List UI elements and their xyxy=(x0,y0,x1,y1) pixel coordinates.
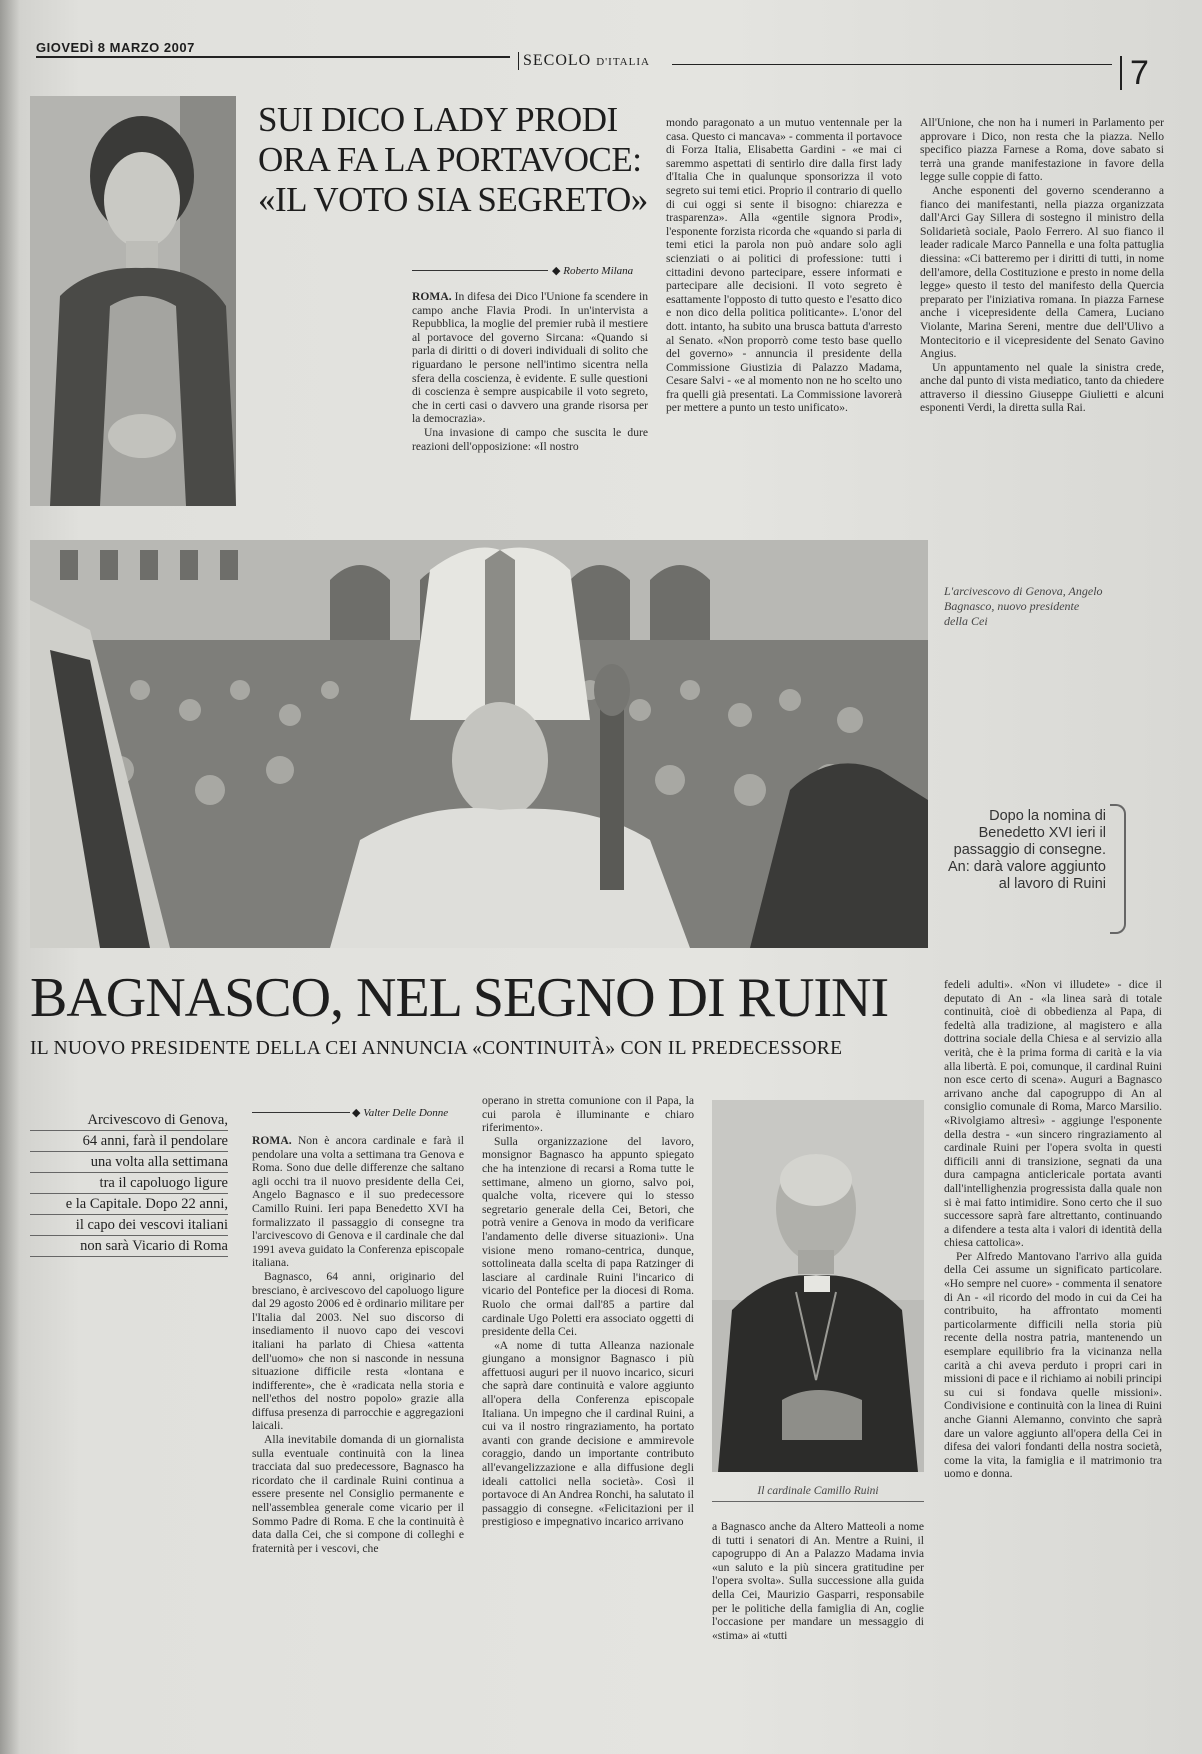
article2-byline-rule xyxy=(252,1112,350,1113)
kicker-line: Arcivescovo di Genova, xyxy=(30,1110,228,1131)
newspaper-name-suffix: D'ITALIA xyxy=(596,56,650,68)
article1-column-1 xyxy=(412,290,648,453)
article1-headline: SUI DICO LADY PRODI ORA FA LA PORTAVOCE: «IL VOTO SIA SEGRETO» xyxy=(258,100,648,219)
article1-col1-text: In difesa dei Dico l'Unione fa scendere in campo anche Flavia Prodi. In un'intervista a Repubblica, la moglie del premier rubà il mestiere al portavoce del governo Sircana: «Quando si parla di diritti o di doveri individuali di solito che riguardano le persone nell'intimo sicentra nella sfera della coscienza, è evidente. E sulle questioni di coscienza è sempre auspicabile il voto segreto, che in certi casi o davvero una grande risorsa per la democrazia». xyxy=(412,290,648,426)
bagnasco-photo xyxy=(30,540,928,948)
article2-col1-text: Non è ancora cardinale e farà il pendolare una volta a settimana tra Genova e Roma. Sono due delle differenze che saltano agli occhi tra il nuovo presidente della Cei, Angelo Bagnasco e il suo predecessore Camillo Ruini. Ieri papa Benedetto XVI ha formalizzato il passaggio di consegne tra l'arcivescovo di Genova e il cardinale che dal 1991 aveva guidato la Conferenza episcopale italiana. xyxy=(252,1134,464,1270)
kicker-line: una volta alla settimana xyxy=(30,1152,228,1173)
newspaper-name-main: SECOLO xyxy=(523,52,592,69)
kicker-line: il capo dei vescovi italiani xyxy=(30,1215,228,1236)
kicker-line: tra il capoluogo ligure xyxy=(30,1173,228,1194)
ruini-photo xyxy=(712,1100,924,1472)
article2-kicker xyxy=(30,1110,228,1257)
article2-paragraph: a Bagnasco anche da Altero Matteoli a nome di tutti i senatori di An. Mentre a Ruini, il capogruppo di An a Palazzo Madama invia «un saluto e la più sincera gratitudine per l'opera svolta». Sulla successione alla guida della Cei, Maurizio Gasparri, responsabile per le politiche della famiglia di An, coglie l'occasione per mandare un messaggio di «stima» ai «tutti xyxy=(712,1520,924,1642)
article2-author: Valter Delle Donne xyxy=(363,1107,449,1119)
masthead-rule-right xyxy=(672,64,1112,65)
ruini-photo-caption: Il cardinale Camillo Ruini xyxy=(712,1484,924,1502)
article1-byline-rule xyxy=(412,270,548,271)
crowd-illustration xyxy=(30,540,928,948)
article1-paragraph: Un appuntamento nel quale la sinistra crede, anche dal punto di vista mediatico, tanto da chiedere attraverso il diessino Giuseppe Giulietti e alcuni esponenti Verdi, la diretta sulla Rai. xyxy=(920,360,1164,415)
pull-quote-bracket xyxy=(1110,804,1126,934)
dateline: ROMA. xyxy=(412,290,452,303)
article2-byline: ◆ Valter Delle Donne xyxy=(352,1107,449,1119)
article2-paragraph: Bagnasco, 64 anni, originario del bresciano, è arcivescovo del capoluogo ligure dal 29 agosto 2006 ed è ordinario militare per l'Italia dal 2003. Nel suo discorso di insediamento il nuovo capo dei vescovi italiani ha parlato di Chiesa «attenta dell'uomo» che non si nasconde in nessuna situazione difficile resta «lontana e indifferente», che è «radicata nella storia e nell'ethos del nostro popolo» grazie alla diffusa presenza di parrocchie e aggregazioni laicali. xyxy=(252,1269,464,1433)
kicker-line: 64 anni, farà il pendolare xyxy=(30,1131,228,1152)
article1-paragraph: mondo paragonato a un mutuo ventennale per la casa. Questo ci mancava» - commenta il portavoce di Forza Italia, Elisabetta Gardini - «e mai ci saremmo aspettati di sentirlo dire dalla first lady d'Italia Che in qualunque sponsorizza il voto segreto sui temi etici. Proprio il contrario di quello di cui oggi si sente il bisogno: chiarezza e trasparenza». Alla «gentile signora Prodi», l'esponente forzista ricorda che «quando si parla di temi etici la parola non può andare solo agli scienziati o ai politici di professione: tutti i cittadini devono partecipare, essere informati e partecipare alle decisioni. Il voto segreto è esattamente l'opposto di tutto questo e l'esatto dico e non dico della politica politicante». L'onor del dott. intanto, ha subito una brusca battuta d'arresto al Senato. «Non proporrò come testo base quello del governo» - annuncia il presidente della Commissione Giustizia di Palazzo Madama, Cesare Salvi - «e al momento non ne ho scelto uno fra quelli già presentati. La Commissione lavorerà per mettere a punto un testo unificato». xyxy=(666,116,902,415)
article2-column-4 xyxy=(944,978,1162,1481)
flavia-prodi-photo xyxy=(30,96,236,506)
article2-paragraph: operano in stretta comunione con il Papa, la cui parola è illuminante e chiaro riferimento». xyxy=(482,1094,694,1135)
article2-paragraph: Per Alfredo Mantovano l'arrivo alla guida della Cei assume un significato particolare. «Ho sempre nel cuore» - commenta il senatore di An - «il ricordo del modo in cui da Cei ha contribuito, ha affrontato momenti particolarmente difficili nella storia più recente della nostra patria, mantenendo un esemplare equilibrio fra la vicinanza nella carità a chi aveva perduto i propri cari in missioni di pace e il richiamo ai nobili principi su cui si fondava quelle missioni». Condivisione e continuità con la linea di Ruini anche Gianni Alemanno, convinto che saprà dare un valore aggiunto all'opera della Cei in difesa dei valori fondanti della nostra società, come la vita, la famiglia e il matrimonio tra uomo e donna. xyxy=(944,1249,1162,1481)
newspaper-name xyxy=(518,52,650,70)
article1-column-3 xyxy=(920,116,1164,415)
dateline: ROMA. xyxy=(252,1134,292,1147)
page-number: 7 xyxy=(1120,56,1149,90)
article2-column-1 xyxy=(252,1134,464,1555)
article1-author: Roberto Milana xyxy=(563,265,634,277)
kicker-line: non sarà Vicario di Roma xyxy=(30,1236,228,1257)
article2-paragraph: «A nome di tutta Alleanza nazionale giungano a monsignor Bagnasco i più affettuosi auguri per il nuovo incarico, sicuri che saprà dare continuità e valore aggiunto all'opera della Conferenza episcopale Italiana. Un impegno che il cardinal Ruini, a cui va il nostro ringraziamento, ha portato avanti con grande decisione e ammirevole coraggio, dando un importante contributo all'evangelizzazione e alla diffusione degli ideali cattolici nella società». Così il portavoce di An Andrea Ronchi, ha salutato il passaggio di consegne. «Felicitazioni per il prestigioso e impegnativo incarico arrivano xyxy=(482,1338,694,1529)
article1-column-2 xyxy=(666,116,902,415)
bagnasco-photo-caption: L'arcivescovo di Genova, Angelo Bagnasco, nuovo presidente della Cei xyxy=(944,584,1103,628)
article1-paragraph: Una invasione di campo che suscita le dure reazioni dell'opposizione: «Il nostro xyxy=(412,425,648,453)
article2-paragraph: fedeli adulti». «Non vi illudete» - dice il deputato di An - «la linea sarà di totale continuità, cioè di obbedienza al Papa, di fedeltà alla tradizione, al magistero e alla dottrina sociale della Chiesa e al servizio alla verità, che è la prima forma di carità e la via alla libertà. E poi, comunque, il cardinal Ruini non esce certo di scena». Auguri a Bagnasco arrivano anche dal capogruppo di An al consiglio comunale di Roma, Marco Marsilio. «Rivolgiamo altresì» - aggiunge l'esponente della destra - «un sincero ringraziamento al cardinale Ruini per l'opera svolta in questi difficili anni di transizione, segnati da una dura campagna anticlericale portata avanti dall'intellighenzia progressista dalla quale non si è mai fatto intimidire. Sono certo che il suo successore saprà fare altrettanto, continuando a difendere a testa alta i valori di identità della chiesa cattolica». xyxy=(944,978,1162,1250)
article2-subheadline: IL NUOVO PRESIDENTE DELLA CEI ANNUNCIA «CONTINUITÀ» CON IL PREDECESSORE xyxy=(30,1038,843,1059)
article2-headline: BAGNASCO, NEL SEGNO DI RUINI xyxy=(30,967,889,1029)
ruini-portrait-illustration xyxy=(712,1100,924,1472)
issue-date: GIOVEDÌ 8 MARZO 2007 xyxy=(36,40,195,55)
portrait-illustration xyxy=(30,96,236,506)
kicker-line: e la Capitale. Dopo 22 anni, xyxy=(30,1194,228,1215)
article1-paragraph xyxy=(412,290,648,426)
masthead-rule-left xyxy=(36,56,510,58)
article2-paragraph: Sulla organizzazione del lavoro, monsignor Bagnasco ha appunto spiegato che ha intenzione di recarsi a Roma tutte le settimane, almeno un giorno, salvo poi, qualche volta, ricevere qui lo stesso segretario generale della Cei, Betori, che potrà venire a Genova in modo da verificare l'andamento delle diverse situazioni». Una visione meno romano-centrica, dunque, sottolineata dalla scelta di papa Ratzinger di lasciare al cardinale Ruini l'incarico di vicario del Pontefice per la diocesi di Roma. Ruolo che ormai dall'85 a partire dal cardinale Ugo Poletti era associato oggetti di presidente della Cei. xyxy=(482,1134,694,1339)
article2-paragraph xyxy=(252,1134,464,1270)
article2-paragraph: Alla inevitabile domanda di un giornalista sulla eventuale continuità con la linea tracciata dal suo predecessore, Bagnasco ha ricordato che il cardinale Ruini continua a essere presente nel Consiglio permanente e nell'assemblea generale come vicario per il Sommo Padre di Roma. E che la continuità è data dalla Cei, che si compone di colleghi e fraternità per i vescovi, che xyxy=(252,1433,464,1555)
article2-column-2 xyxy=(482,1094,694,1529)
article1-byline: ◆ Roberto Milana xyxy=(552,265,634,277)
article1-paragraph: Anche esponenti del governo scenderanno a fianco dei manifestanti, nella piazza organizzata dall'Arci Gay Sillera di sostegno il ministro della Solidarietà sociale, Paolo Ferrero. Al suo fianco il leader radicale Marco Pannella e una folta pattuglia diessina: «Ci batteremo per i diritti di tutti, in nome dell'amore, della Costituzione e presto in nome della legge» questo il testo del manifesto della Quercia preparato per l'iniziativa romana. In piazza Farnese anche i vicepresidente della Camera, Luciano Violante, Marina Sereni, mentre due dell'Ulivo a Montecitorio e il vicepresidente del Senato Gavino Angius. xyxy=(920,183,1164,361)
pull-quote: Dopo la nomina di Benedetto XVI ieri il passaggio di consegne. An: darà valore aggiunto al lavoro di Ruini xyxy=(948,808,1106,892)
article2-column-3-bottom xyxy=(712,1520,924,1642)
article1-paragraph: All'Unione, che non ha i numeri in Parlamento per approvare i Dico, non resta che la piazza. Nello specifico piazza Farnese a Roma, dove sabato si terrà una grande manifestazione in favore della legge sulle coppie di fatto. xyxy=(920,116,1164,184)
